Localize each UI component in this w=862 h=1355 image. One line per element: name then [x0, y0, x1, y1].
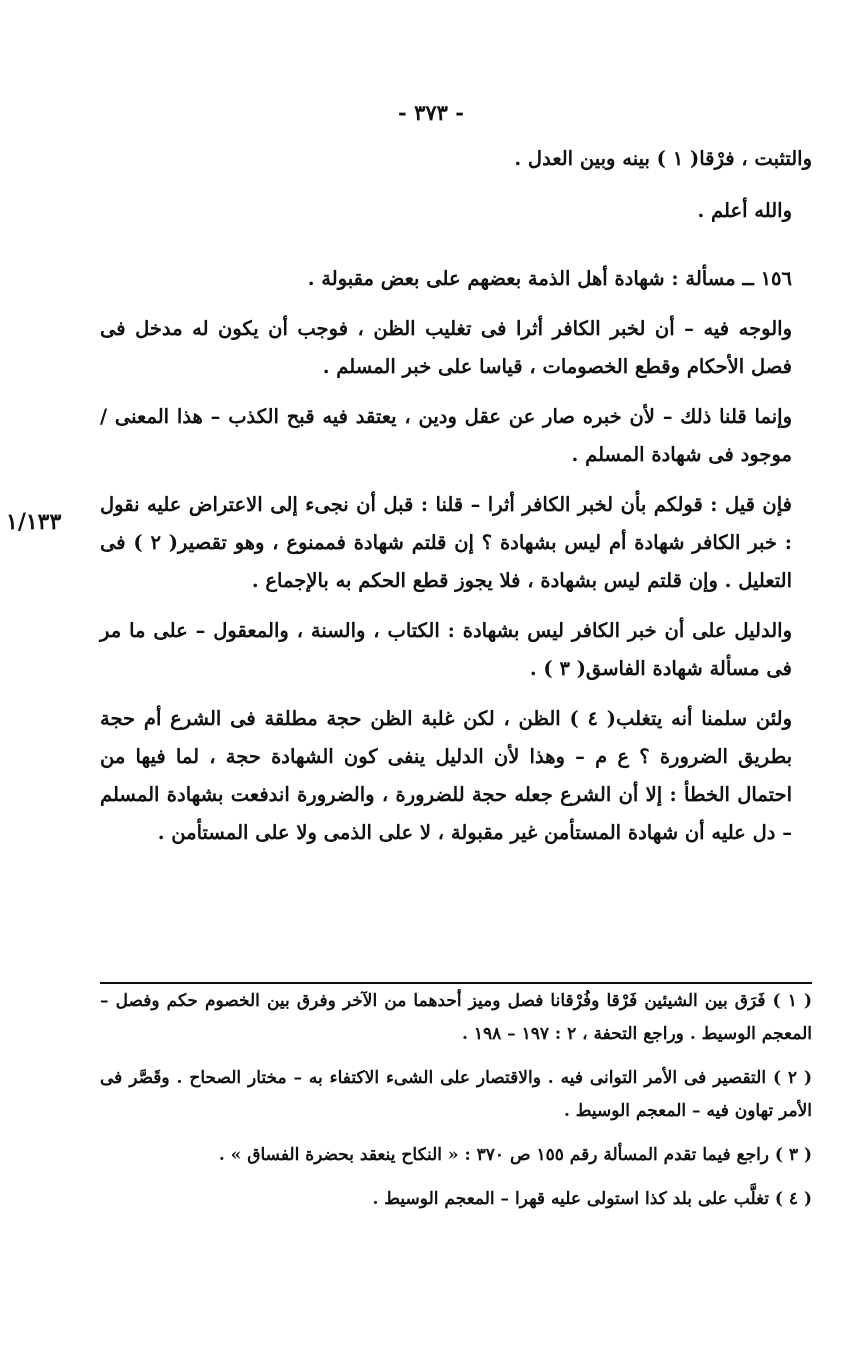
footnote-divider	[100, 982, 812, 984]
footnote-1: ( ١ ) فَرَق بين الشيئين فَرْقا وفُرْقانا فصل وميز أحدهما من الآخر وفرق بين الخصوم حكم وفصل – المعجم الوسيط . وراجع التحفة ، ٢ : ١٩٧ – ١٩٨ .	[100, 991, 812, 1044]
paragraph-4: والوجه فيه – أن لخبر الكافر أثرا فى تغليب الظن ، فوجب أن يكون له مدخل فى فصل الأحكام وقطع الخصومات ، قياسا على خبر المسلم .	[100, 317, 792, 378]
footnote-3: ( ٣ ) راجع فيما تقدم المسألة رقم ١٥٥ ص ٣٧٠ : « النكاح ينعقد بحضرة الفساق » .	[218, 1145, 812, 1165]
paragraph-1: والتثبت ، فرْقا( ١ ) بينه وبين العدل .	[514, 147, 812, 170]
paragraph-2: والله أعلم .	[697, 199, 792, 222]
page-number: - ٣٧٣ -	[398, 100, 464, 125]
footnote-2: ( ٢ ) التقصير فى الأمر التوانى فيه . والاقتصار على الشىء الاكتفاء به – مختار الصحاح . وقَصَّر فى الأمر تهاون فيه – المعجم الوسيط .	[100, 1068, 812, 1121]
footnote-4: ( ٤ ) تغلَّب على بلد كذا استولى عليه قهرا – المعجم الوسيط .	[372, 1189, 812, 1209]
paragraph-5: وإنما قلنا ذلك – لأن خبره صار عن عقل ودين ، يعتقد فيه قبح الكذب – هذا المعنى / موجود فى شهادة المسلم .	[100, 405, 792, 466]
main-text	[100, 140, 812, 864]
paragraph-8: ولئن سلمنا أنه يتغلب( ٤ ) الظن ، لكن غلبة الظن حجة مطلقة فى الشرع أم حجة بطريق الضرورة ؟ ع م – وهذا لأن الدليل ينفى كون الشهادة حجة ، لما فيها من احتمال الخطأ : إلا أن الشرع جعله حجة للضرورة ، والضرورة اندفعت بشهادة المسلم – دل عليه أن شهادة المستأمن غير مقبولة ، لا على الذمى ولا على المستأمن .	[100, 707, 792, 844]
paragraph-7: والدليل على أن خبر الكافر ليس بشهادة : الكتاب ، والسنة ، والمعقول – على ما مر فى مسألة شهادة الفاسق( ٣ ) .	[100, 619, 792, 680]
paragraph-6: فإن قيل : قولكم بأن لخبر الكافر أثرا – قلنا : قبل أن نجىء إلى الاعتراض عليه نقول : خبر الكافر شهادة أم ليس بشهادة ؟ إن قلتم شهادة فممنوع ، وهو تقصير( ٢ ) فى التعليل . وإن قلتم ليس بشهادة ، فلا يجوز قطع الحكم به بالإجماع .	[100, 493, 792, 592]
issue-heading: ١٥٦ ــ مسألة : شهادة أهل الذمة بعضهم على بعض مقبولة .	[307, 267, 792, 290]
margin-reference: ١/١٣٣	[6, 509, 62, 535]
footnotes	[100, 985, 812, 1227]
